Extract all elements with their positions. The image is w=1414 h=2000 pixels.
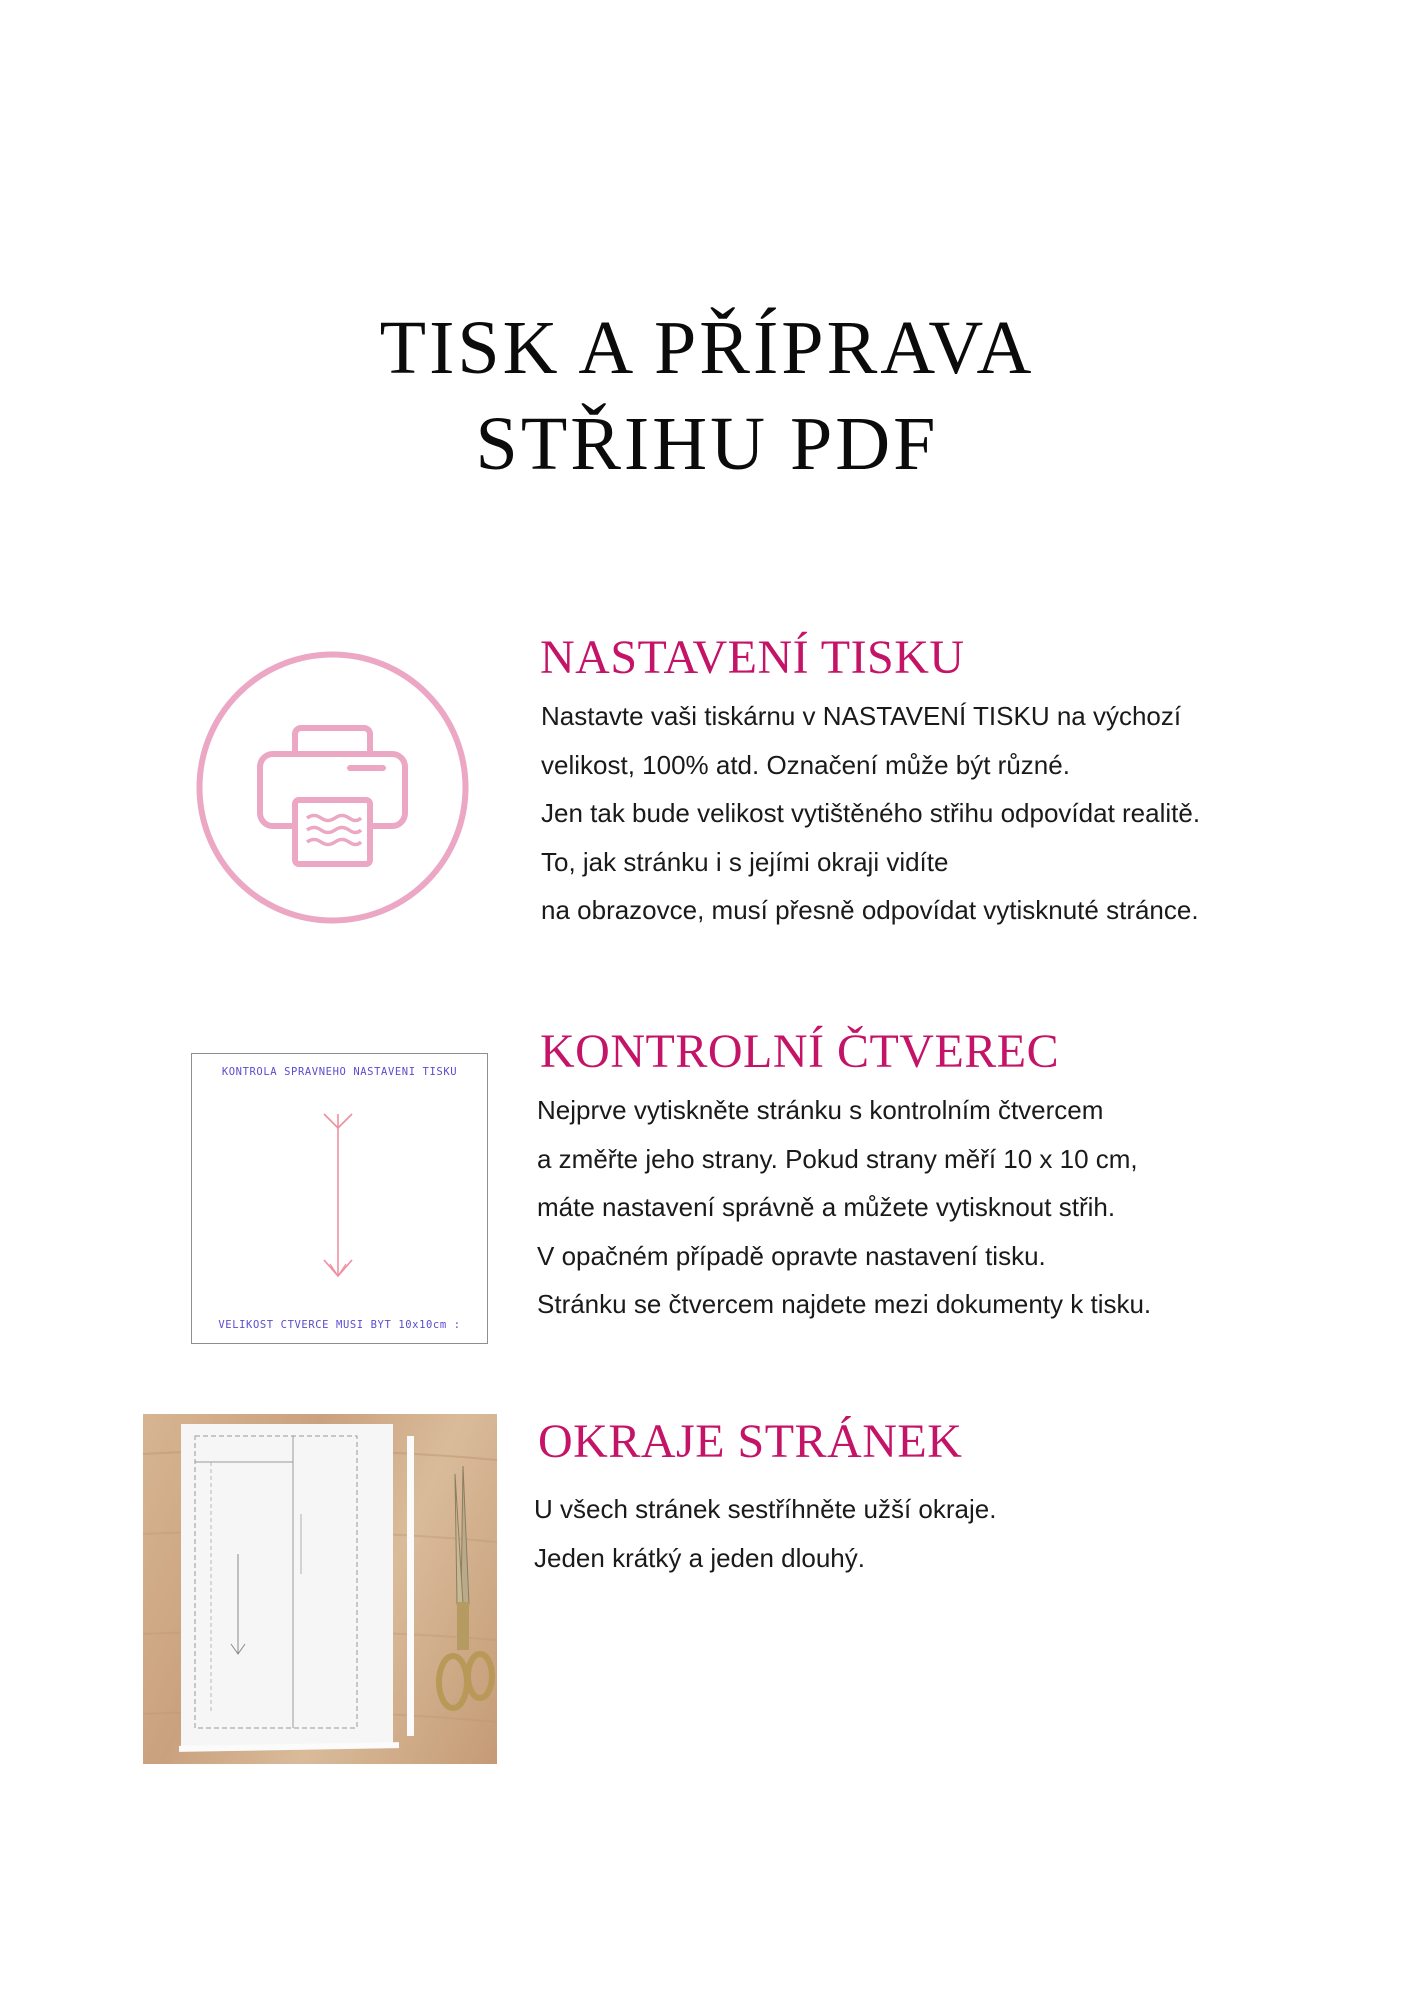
control-square-bottom-text: VELIKOST CTVERCE MUSI BYT 10x10cm : [218, 1319, 461, 1331]
text-line: Jen tak bude velikost vytištěného střihu odpovídat realitě. [541, 798, 1201, 828]
text-line: máte nastavení správně a můžete vytisknout střih. [537, 1192, 1116, 1222]
control-square-image [191, 1053, 488, 1344]
text-line: To, jak stránku i s jejími okraji vidíte [541, 846, 949, 877]
text-line: na obrazovce, musí přesně odpovídat vytisknuté stránce. [541, 895, 1199, 925]
text-line: U všech stránek sestříhněte užší okraje. [534, 1494, 997, 1524]
text-line: a změřte jeho strany. Pokud strany měří 10 x 10 cm, [537, 1143, 1138, 1174]
down-arrow-icon [192, 1054, 489, 1345]
text-line: V opačném případě opravte nastavení tisku. [537, 1240, 1046, 1271]
section-body-page-edges [534, 1485, 996, 1582]
page-title-line-2: STŘIHU PDF [475, 402, 939, 486]
page-title-line-1: TISK A PŘÍPRAVA [379, 306, 1035, 390]
section-heading-control-square: KONTROLNÍ ČTVEREC [540, 1025, 1060, 1078]
text-line: velikost, 100% atd. Označení může být různé. [541, 749, 1070, 780]
trimmed-page-photo [143, 1414, 497, 1764]
text-line: Jeden krátký a jeden dlouhý. [534, 1542, 865, 1573]
section-body-control-square [537, 1086, 1151, 1329]
control-square-top-text: KONTROLA SPRAVNEHO NASTAVENI TISKU [221, 1066, 458, 1078]
text-line: Nejprve vytiskněte stránku s kontrolním čtvercem [537, 1095, 1104, 1125]
text-line: Nastavte vaši tiskárnu v NASTAVENÍ TISKU na výchozí [541, 701, 1182, 731]
section-body-print-settings [541, 692, 1200, 935]
page-title [0, 300, 1414, 492]
section-heading-print-settings: NASTAVENÍ TISKU [540, 631, 965, 684]
printer-icon [195, 650, 470, 925]
section-heading-page-edges: OKRAJE STRÁNEK [538, 1415, 963, 1468]
text-line: Stránku se čtvercem najdete mezi dokumenty k tisku. [537, 1289, 1152, 1319]
